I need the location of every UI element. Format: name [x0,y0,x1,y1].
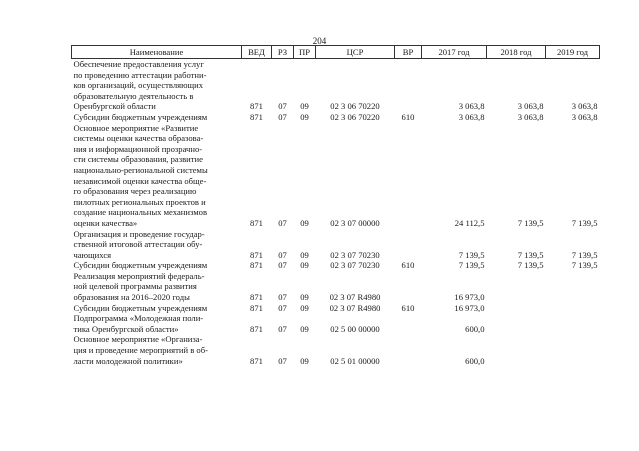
row-2018 [487,334,546,366]
table-row [72,229,600,261]
row-pr: 09 [300,249,309,260]
row-name [72,112,242,123]
row-2017: 600,0 [465,355,485,366]
row-vr [395,229,422,261]
row-rz: 07 [278,355,287,366]
row-pr: 09 [300,101,309,112]
row-rz: 07 [278,101,287,112]
row-ved: 871 [250,260,263,271]
row-vr [395,334,422,366]
row-name-text: Основное мероприятие «Организа- ция и проведение мероприятий в об- ласти молодежной политики» [73,334,208,366]
row-2019 [546,313,600,334]
row-2017: 3 063,8 [458,101,485,112]
row-2019 [546,303,600,314]
row-2018: 7 139,5 [517,260,544,271]
row-vr: 610 [401,260,415,271]
row-ved: 871 [250,302,263,313]
row-2017: 16 973,0 [454,292,485,303]
table-row [72,313,600,334]
row-vr [395,123,422,229]
row-2019: 7 139,5 [571,260,598,271]
row-rz: 07 [278,217,287,228]
row-2018 [487,303,546,314]
header-pr: ПР [294,46,316,59]
row-vr: 610 [401,111,415,122]
row-name-text: Субсидии бюджетным учреждениям [73,260,208,271]
row-ved: 871 [250,323,263,334]
row-name-text: Субсидии бюджетным учреждениям [73,302,208,313]
header-2018: 2018 год [487,46,546,59]
row-csr: 02 3 07 70230 [330,249,380,260]
row-name [72,229,242,261]
row-csr: 02 3 07 00000 [330,217,380,228]
row-csr: 02 3 07 70230 [330,260,380,271]
row-vr [395,313,422,334]
header-vr: ВР [395,46,422,59]
row-pr: 09 [300,302,309,313]
row-name-text: Обеспечение предоставления услуг по проведению аттестации работни- ков организаций, осуществляющих образовательную деятельность в Оренбургской области [73,59,207,112]
header-ved: ВЕД [242,46,272,59]
table-row [72,123,600,229]
table-row [72,112,600,123]
row-rz: 07 [278,111,287,122]
row-rz: 07 [278,249,287,260]
row-csr: 02 5 00 00000 [330,323,380,334]
row-2017: 7 139,5 [458,260,485,271]
row-2019: 3 063,8 [571,101,598,112]
page-number: 204 [312,36,327,46]
row-csr: 02 3 07 R4980 [329,292,381,303]
row-vr: 610 [401,302,415,313]
row-name-text: Основное мероприятие «Развитие системы оценки качества образова- ния и информационной прозрачно- сти системы образования, развитие национально-региональной системы независимой оценки качества обще- го образования через реализацию пилотных региональных проектов и создание национальных механизмов оценки качества» [73,122,208,228]
row-vr [395,271,422,303]
row-2017: 600,0 [465,323,485,334]
row-name [72,123,242,229]
row-name [72,313,242,334]
row-2017: 16 973,0 [454,302,485,313]
row-2018: 3 063,8 [517,101,544,112]
row-ved: 871 [250,355,263,366]
header-2017: 2017 год [422,46,487,59]
row-name-text: Подпрограмма «Молодежная поли- тика Оренбургской области» [73,313,204,334]
row-name [72,334,242,366]
row-ved: 871 [250,292,263,303]
row-pr: 09 [300,323,309,334]
row-2018: 7 139,5 [517,217,544,228]
row-pr: 09 [300,292,309,303]
row-pr: 09 [300,260,309,271]
row-name [72,59,242,112]
row-name-text: Реализация мероприятий федераль- ной целевой программы развития образования на 2016–2020 годы [73,270,205,303]
row-pr: 09 [300,111,309,122]
table-header-row [72,46,600,59]
row-2019: 3 063,8 [571,111,598,122]
row-name-text: Организация и проведение государ- ственной итоговой аттестации обу- чающихся [73,228,205,260]
row-pr: 09 [300,355,309,366]
row-2019 [546,334,600,366]
row-ved: 871 [250,217,263,228]
table-row [72,260,600,271]
row-rz: 07 [278,260,287,271]
row-rz: 07 [278,302,287,313]
header-name: Наименование [72,46,242,59]
row-csr: 02 3 06 70220 [330,111,380,122]
row-name [72,271,242,303]
row-2017: 24 112,5 [454,217,485,228]
row-2018 [487,271,546,303]
row-2019: 7 139,5 [571,249,598,260]
table-row [72,271,600,303]
budget-table [71,45,600,366]
row-rz: 07 [278,323,287,334]
row-vr [395,59,422,112]
row-ved: 871 [250,101,263,112]
row-2018 [487,313,546,334]
row-pr: 09 [300,217,309,228]
row-name [72,303,242,314]
row-rz: 07 [278,292,287,303]
row-2018: 7 139,5 [517,249,544,260]
row-name [72,260,242,271]
header-csr: ЦСР [316,46,395,59]
row-ved: 871 [250,249,263,260]
row-ved: 871 [250,111,263,122]
row-2019 [546,271,600,303]
table-row [72,303,600,314]
row-2018: 3 063,8 [517,111,544,122]
header-2019: 2019 год [546,46,600,59]
row-csr: 02 3 07 R4980 [329,302,381,313]
row-2017: 3 063,8 [458,111,485,122]
row-2017: 7 139,5 [458,249,485,260]
table-row [72,59,600,112]
row-csr: 02 3 06 70220 [330,101,380,112]
table-row [72,334,600,366]
header-rz: РЗ [272,46,294,59]
row-name-text: Субсидии бюджетным учреждениям [73,111,208,122]
row-2019: 7 139,5 [571,217,598,228]
row-csr: 02 5 01 00000 [330,355,380,366]
